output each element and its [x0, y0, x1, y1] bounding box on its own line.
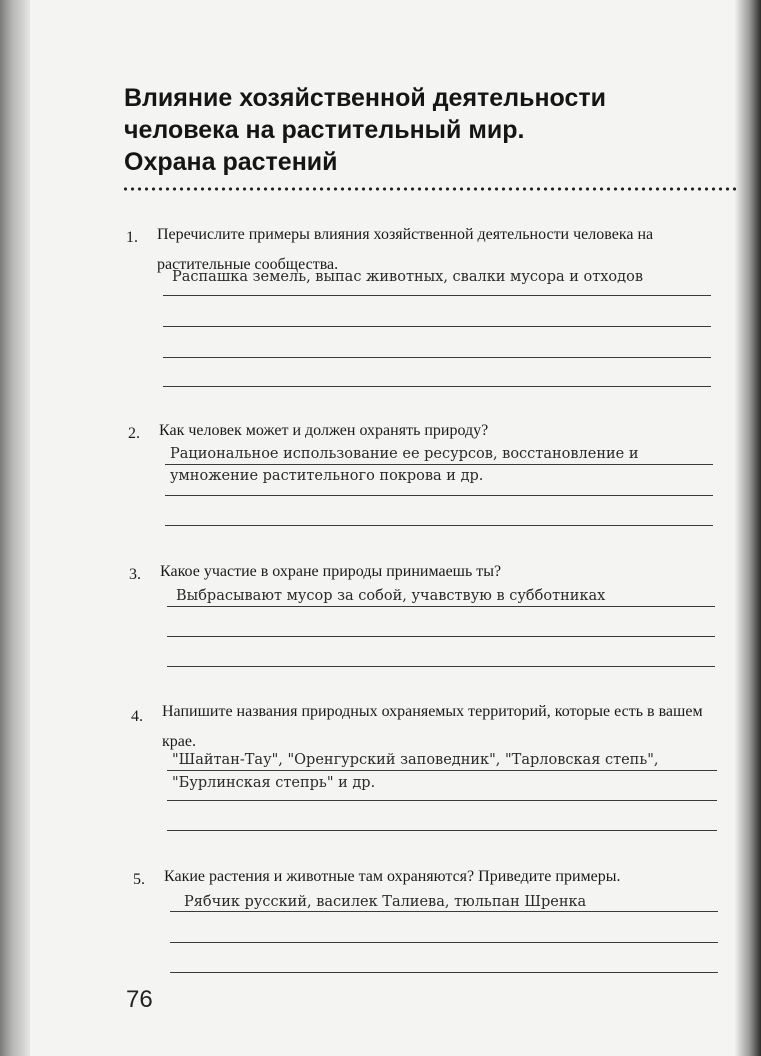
question-number: 2.	[128, 425, 140, 442]
scan-right-edge	[735, 0, 761, 1056]
answer-line-1: Рациональное использование ее ресурсов, восстановление и	[170, 446, 639, 462]
answer-rule	[163, 295, 711, 296]
answer-line-1: Рябчик русский, василек Талиева, тюльпан Шренка	[184, 894, 587, 910]
answer-rule	[163, 326, 711, 327]
answer-rule	[167, 636, 715, 637]
answer-rule	[167, 770, 717, 771]
answer-rule	[167, 666, 715, 667]
answer-line-1: "Шайтан-Тау", "Оренгурский заповедник", "Тарловская степь",	[172, 752, 659, 768]
page-title	[124, 82, 684, 178]
answer-line-1: Выбрасывают мусор за собой, учавствую в субботниках	[176, 588, 606, 604]
answer-rule	[163, 386, 711, 387]
answer-rule	[170, 942, 718, 943]
answer-rule	[167, 800, 717, 801]
question-text: Напишите названия природных охраняемых территорий, которые есть в вашем крае.	[162, 703, 703, 750]
page-number: 76	[126, 986, 153, 1013]
answer-rule	[167, 606, 715, 607]
answer-rule	[163, 357, 711, 358]
answer-line-2: "Бурлинская степрь" и др.	[172, 775, 376, 791]
question-text: Перечислите примеры влияния хозяйственной деятельности человека на растительные сообщества.	[157, 226, 654, 273]
question-number: 5.	[133, 871, 145, 888]
question-text: Как человек может и должен охранять природу?	[159, 422, 489, 439]
answer-rule	[170, 911, 718, 912]
title-line-1: Влияние хозяйственной деятельности	[124, 84, 607, 112]
answer-line-1: Распашка земель, выпас животных, свалки мусора и отходов	[172, 269, 643, 285]
title-line-2: человека на растительный мир.	[124, 116, 525, 144]
question-number: 1.	[126, 229, 138, 246]
answer-rule	[167, 830, 717, 831]
question-number: 3.	[129, 566, 141, 583]
answer-rule	[165, 525, 713, 526]
scan-left-edge	[0, 0, 30, 1056]
answer-line-2: умножение растительного покрова и др.	[170, 468, 484, 484]
title-line-3: Охрана растений	[124, 148, 338, 176]
question-text: Какие растения и животные там охраняются? Приведите примеры.	[164, 868, 621, 885]
question-text: Какое участие в охране природы принимаешь ты?	[160, 563, 502, 580]
dotted-divider	[122, 186, 736, 192]
answer-rule	[170, 972, 718, 973]
question-number: 4.	[131, 708, 143, 725]
answer-rule	[165, 495, 713, 496]
